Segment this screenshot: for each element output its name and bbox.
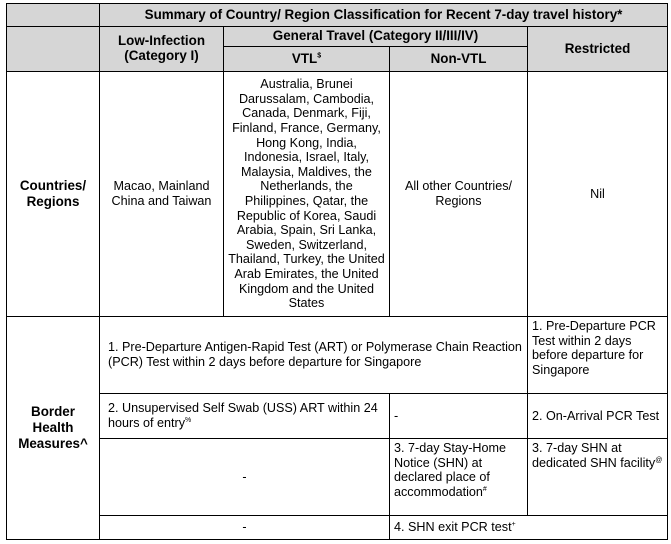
row-label-countries: Countries/ Regions	[7, 72, 100, 317]
header-restricted: Restricted	[528, 27, 668, 72]
measure-shn-exit-test-text: 4. SHN exit PCR test	[394, 520, 512, 535]
row-label-border-measures: Border Health Measures^	[7, 317, 100, 540]
measure-exit-low-vtl: -	[100, 516, 390, 540]
countries-non-vtl: All other Countries/ Regions	[390, 72, 528, 317]
measure-shn-restricted-footnote: @	[655, 456, 663, 464]
header-general-travel: General Travel (Category II/III/IV)	[224, 27, 528, 47]
countries-low-infection: Macao, Mainland China and Taiwan	[100, 72, 224, 317]
header-non-vtl: Non-VTL	[390, 47, 528, 72]
classification-table	[6, 3, 668, 540]
countries-vtl-list: Australia, Brunei Darussalam, Cambodia, Canada, Denmark, Fiji, Finland, France, Germany, Hong Kong, India, Indonesia, Israel, Italy, Malaysia, Maldives, the Netherlands, the Philippines, Qatar, the Republic of Korea, Saudi Arabia, Spain, Sri Lanka, Sweden, Switzerland, Thailand, Turkey, the United Arab Emirates, the United Kingdom and the United States	[224, 72, 390, 317]
measure-shn-restricted	[528, 439, 668, 516]
measure-uss-art	[100, 394, 390, 439]
measure-shn-exit-test	[390, 516, 668, 540]
measure-uss-art-text: 2. Unsupervised Self Swab (USS) ART within 24 hours of entry	[108, 401, 378, 430]
measure-uss-footnote: %	[185, 416, 192, 424]
measure-shn-restricted-text: 3. 7-day SHN at dedicated SHN facility	[532, 441, 656, 470]
measure-shn-low-vtl: -	[100, 439, 390, 516]
table-title: Summary of Country/ Region Classification for Recent 7-day travel history*	[100, 4, 668, 27]
measure-shn-non-vtl-text: 3. 7-day Stay-Home Notice (SHN) at declared place of accommodation	[394, 441, 506, 499]
measure-pre-departure-restricted: 1. Pre-Departure PCR Test within 2 days before departure for Singapore	[528, 317, 668, 394]
header-corner-cell	[7, 4, 100, 27]
measure-shn-non-vtl-footnote: #	[482, 485, 487, 493]
header-corner-cell-2	[7, 27, 100, 72]
measure-shn-non-vtl	[390, 439, 528, 516]
header-vtl-label: VTL	[291, 50, 318, 66]
measure-uss-non-vtl: -	[390, 394, 528, 439]
header-vtl-footnote: $	[317, 52, 322, 60]
header-low-infection: Low-Infection (Category I)	[100, 27, 224, 72]
countries-restricted: Nil	[528, 72, 668, 317]
header-vtl	[224, 47, 390, 72]
measure-pre-departure-test: 1. Pre-Departure Antigen-Rapid Test (ART) or Polymerase Chain Reaction (PCR) Test within 2 days before departure for Singapore	[100, 317, 528, 394]
measure-on-arrival-restricted: 2. On-Arrival PCR Test	[528, 394, 668, 439]
measure-shn-exit-footnote: +	[511, 521, 516, 529]
